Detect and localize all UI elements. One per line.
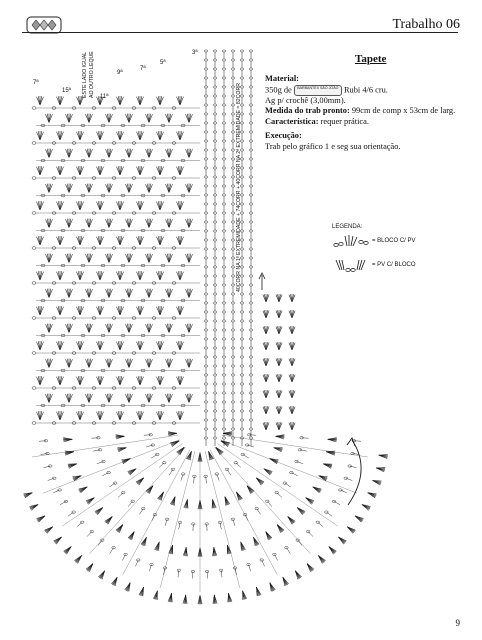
row-count-label: 7ª bbox=[33, 80, 39, 86]
pattern-title: Tapete bbox=[355, 53, 387, 65]
vertical-center-note: 40CORR NA 1ª EXTREMIDADE + 74CORR + 40CORR NA 2ª EXTREMIDADE = 82CORR bbox=[236, 83, 242, 292]
legend-label-chain-with-block: = PV C/ BLOCO bbox=[372, 262, 416, 268]
yarn-prefix: 350g de bbox=[265, 84, 292, 94]
row-count-label: 15ª bbox=[62, 88, 71, 94]
legend-label-block-with-chain: = BLOCO C/ PV bbox=[372, 238, 416, 244]
page-title: Trabalho 06 bbox=[392, 17, 460, 32]
row-count-label: 3ª bbox=[192, 50, 198, 56]
needle-line: Ag p/ crochê (3,00mm). bbox=[265, 95, 346, 105]
execution-text: Trab pelo gráfico 1 e seg sua orientação. bbox=[265, 141, 401, 151]
row-count-label: 7ª bbox=[140, 66, 146, 72]
size-label: Medida do trab pronto: bbox=[265, 106, 350, 115]
curved-arrow-icon bbox=[348, 440, 361, 505]
row-count-label: 11ª bbox=[100, 94, 109, 100]
brand-badge: BARBANTEX SÃO JOÃO bbox=[294, 85, 342, 96]
vertical-note-line-2: AO OUTRO LEQUE bbox=[89, 51, 95, 98]
row-count-label: 9ª bbox=[117, 70, 123, 76]
vertical-note-line-1: ESTE LADO IGUAL bbox=[82, 51, 88, 98]
features-label: Característica: bbox=[265, 116, 319, 126]
legend-title: LEGENDA: bbox=[332, 224, 363, 230]
execution-label: Execução: bbox=[265, 131, 302, 140]
yarn-suffix: Rubi 4/6 cru. bbox=[343, 84, 388, 94]
size-value: 99cm de comp x 53cm de larg. bbox=[351, 106, 456, 115]
row-count-label: 5ª bbox=[160, 60, 166, 66]
page-number: 9 bbox=[455, 618, 460, 628]
material-label: Material: bbox=[265, 74, 299, 83]
features-value: requer prática. bbox=[320, 116, 369, 126]
